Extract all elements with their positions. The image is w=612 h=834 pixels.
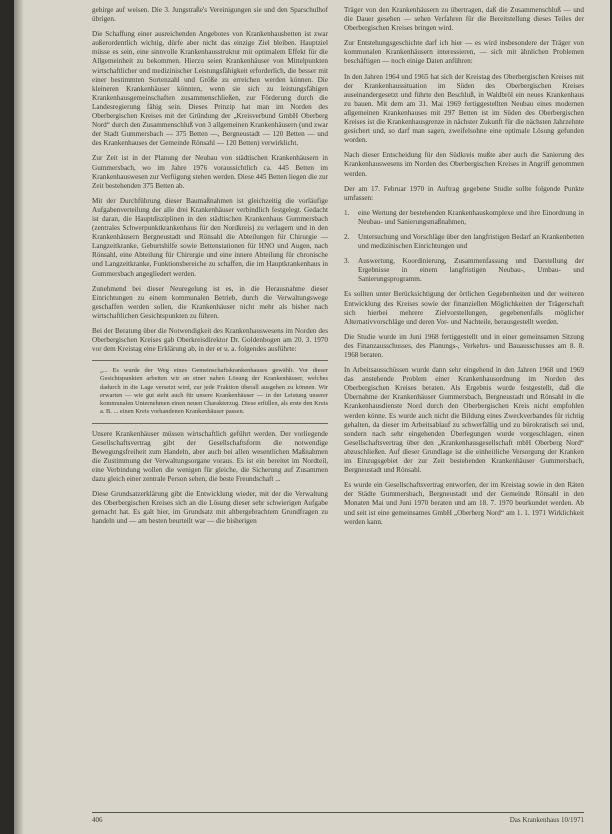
publication-name: Das Krankenhaus 10/1971 [509, 816, 584, 824]
paragraph: Zur Zeit ist in der Planung der Neubau von städtischen Krankenhäusern in Gummersbach, wo im Jahre 1976 voraussichtlich ca. 445 Betten im Krankenhauswesen zur Verfügung stehen werden. Diese 445 Betten liegen die zur Zeit bestehenden 375 Betten ab. [92, 154, 328, 190]
divider [92, 360, 328, 361]
paragraph: Träger von den Krankenhäusern zu übertragen, daß die Zusammenschluß — und die Dauer gesehen — sehen Verfahren für die Bereitstellung dieses Teiles der Oberbergischen Kreises bringen wird. [344, 6, 584, 33]
list-text: Untersuchung und Vorschläge über den langfristigen Bedarf an Krankenbetten und medizinischen Einrichtungen und [358, 232, 584, 251]
right-column [344, 6, 584, 533]
list-item [344, 233, 584, 251]
paragraph: In Arbeitsausschüssen wurde dann sehr eingehend in den Jahren 1968 und 1969 das anstehende Problem einer Krankenhausordnung im Norden des Oberbergischen Kreises beraten. Als Ergebnis wurde festgestellt, daß die Übernahme der Krankenhäuser Gummersbach, Bergneustadt und Rönsahl in die Krankenhausdienste Nord durch den Oberbergischen Kreis nicht empfohlen werden könne. Es wurde auch nicht die Bildung eines Zweckverbandes für richtig gehalten, da dieser im Arbeitsablauf zu schwerfällig und zu bürokratisch sei und, sondern nach sehr eingehenden Überlegungen wurde vorgeschlagen, einen Gesellschaftsvertrag über den „Krankenhausgesellschaft mbH Oberberg Nord“ abzuschließen. Auf dieser Grundlage ist die einheitliche Versorgung der Kranken im Einzugsgebiet der zur Zeit bestehenden Krankenhäuser Gummersbach, Bergneustadt und Rönsahl. [344, 366, 584, 475]
paragraph: Bei der Beratung über die Notwendigkeit des Krankenhauswesens im Norden des Oberbergischen Kreises gab Oberkreisdirektor Dr. Goldenbogen am 20. 3. 1970 vor dem Kreistag eine Erklärung ab, in der er u. a. folgendes ausführte: [92, 327, 328, 354]
paragraph: Zunehmend bei dieser Neuregelung ist es, in die Herausnahme dieser Einrichtungen zu einem kommunalen Betrieb, durch die Verwaltungswege geschaffen werden sollen, die Krankenhäuser nicht mehr als bisher nach wirtschaftlichen Gesichtspunkten zu führen. [92, 284, 328, 320]
paragraph: Unsere Krankenhäuser müssen wirtschaftlich geführt werden. Der vorliegende Gesellschaftsvertrag gibt der Gesellschaftsform die notwendige Bewegungsfreiheit zum Handeln, aber auch bei allen wesentlichen Maßnahmen die Zustimmung der Verwaltungsorgane voraus. Es ist ein bereitet im Nordteil, eine Verbindung wollen die wenigen für gleiche, die Sicherung auf Zusammen dazu gleich einer zentrale Person sehen, die beste Freundschaft ... [92, 429, 328, 483]
list-text: eine Wertung der bestehenden Krankenhauskomplexe und ihre Einordnung in Neubau- und Sanierungsmaßnahmen, [358, 208, 584, 226]
paragraph: Der am 17. Februar 1970 in Auftrag gegebene Studie sollte folgende Punkte umfassen: [344, 184, 584, 202]
list-number: 1. [344, 208, 350, 217]
list-number: 2. [344, 232, 350, 241]
paragraph: Die Studie wurde im Juni 1968 fertiggestellt und in einer gemeinsamen Sitzung des Finanzausschusses, des Planungs-, Verkehrs- und Bauausschusses am 8. 8. 1968 beraten. [344, 332, 584, 359]
quote: „... Es wurde der Weg eines Gemeinschaftskrankenhauses gewählt. Vor dieser Gesichtspunkten arbeiten wir an einer nahen Lösung der Krankenhäuser, welches dadurch in die Lage versetzt wird, zur jede Fraktion überall ausgehen zu können. Wir erwarten — wie gut steht auch für unsere Krankenhäuser — in der Leistung unserer kommunalen Unternehmen einen neuen Charakterzug. Diese erfüllen, als erste den Kreis a. B. ... einen Kreis vorhandenen Krankenhäuser passen. [100, 367, 328, 416]
paragraph: In den Jahren 1964 und 1965 hat sich der Kreistag des Oberbergischen Kreises mit der Krankenhaussituation im Süden des Oberbergischen Kreises auseinandergesetzt und führte den Beschluß, in Waldbröl ein neues Krankenhaus zu bauen. Mit dem am 31. Mai 1969 fertiggestellten Neubau eines modernen allgemeinen Krankenhauses mit 297 Betten ist im Süden des Oberbergischen Kreises ist die Krankenhausgrenze in nächster Zukunft für die nächsten Jahrzehnte gesichert und, so darf man sagen, zweifelsohne eine optimale Lösung gefunden worden. [344, 72, 584, 145]
list-item [344, 209, 584, 227]
list-number: 3. [344, 257, 350, 266]
paragraph: gebirge auf weisen. Die 3. Jungstraße's Vereinigungen sie und den Sparschulhof übrigen. [92, 6, 328, 24]
paragraph: Es sollten unter Berücksichtigung der örtlichen Gegebenheiten und der weiteren Entwicklung des Kreises sowie der finanziellen Möglichkeiten der Trägerschaft sich hierbei mehrere Zielvorstellungen, gegebenenfalls möglicher Alternativvorschläge und deren Vor- und Nachteile, herausgestellt werden. [344, 290, 584, 326]
page-binding-edge [14, 0, 24, 834]
paragraph: Zur Entstehungsgeschichte darf ich hier — es wird insbesondere der Träger von kommunalen Krankenhäusern interessieren, — sich mit ähnlichen Problemen beschäftigen — noch einige Daten anführen: [344, 39, 584, 66]
paragraph: Es wurde ein Gesellschaftsvertrag entworfen, der im Kreistag sowie in den Räten der Städte Gummersbach, Bergneustadt und der Gemeinde Rönsahl in den Monaten Mai und Juni 1970 beraten und am 18. 7. 1970 beurkundet werden. Ab und seit ist eine gemeinsames GmbH „Oberberg Nord“ am 1. 1. 1971 Wirklichkeit werden kann. [344, 481, 584, 526]
page [14, 0, 610, 834]
list-text: Auswertung, Koordinierung, Zusammenfassung und Darstellung der Ergebnisse in einem langfristigen Neubau-, Umbau- und Sanierungsprogramm. [358, 257, 584, 284]
paragraph: Nach dieser Entscheidung für den Südkreis mußte aber auch die Sanierung des Krankenhauswesens im Norden des Oberbergischen Kreises in Angriff genommen werden. [344, 151, 584, 178]
paragraph: Die Schaffung einer ausreichenden Angebotes von Krankenhausbetten ist zwar außerordentlich wichtig, dürfe aber nicht das einzige Ziel bleiben. Hauptziel müsse es sein, eine sinnvolle Krankenhausstruktur mit optimalem Effekt für die Allgemeinheit zu bekommen. Hierzu seien Krankenhäuser von Mittelpunkten wirtschaftlicher und medizinischer Leistungsfähigkeit erforderlich, die besser mit einer bestimmten Sortenzahl und Größe zu erreichen werden können. Die kleineren Krankenhäuser könnten, wenn sie sich zu leistungsfähigen Krankenhausgemeinschaften zusammenschließen, zur Förderung durch die Landesregierung fähig sein. Dieses Prinzip hat man im Norden des Oberbergischen Kreises mit der Gründung der „Kreisverbund GmbH Oberberg Nord“ durch den Zusammenschluß von 3 allgemeinen Krankenhäusern (und zwar der Stadt Gummersbach — 375 Betten —, Bergneustadt — 120 Betten — und des Krankenhauses der Gemeinde Rönsahl — 120 Betten) verwirklicht. [92, 30, 328, 148]
page-number: 406 [92, 816, 103, 824]
left-column [92, 6, 328, 532]
paragraph: Diese Grundsatzerklärung gibt die Entwicklung wieder, mit der die Verwaltung des Oberbergischen Kreises sich an die Lösung dieser sehr schwierigen Aufgabe gemacht hat. Es galt hier, im Grundsatz mit altbergebrachtem Grundfragen zu handeln und — am besten beurteilt war — die bisherigen [92, 490, 328, 526]
list-item [344, 257, 584, 284]
page-footer [92, 812, 584, 824]
divider [92, 423, 328, 424]
paragraph: Mit der Durchführung dieser Baumaßnahmen ist gleichzeitig die vorläufige Aufgabenverteilung der alle drei Krankenhäuser verbindlich festgelegt. Gedacht ist daran, die Hauptdisziplinen in den städtischen Krankenhaus Gummersbach (zentrales Schwerpunktkrankenhaus für den Nordkreis) zu verlagern und in den Krankenhäusern Bergneustadt und Rönsahl die Abteilungen für Chirurgie — Langzeitkranke, Geburtshilfe sowie Bettenstationen für HNO und Augen, nach Rönsahl, eine Abteilung für Chirurgie und eine innere Abteilung für chronische und Langzeitkranke, Funktionsbereiche zu schaffen, die im Hauptkrankenhaus in Gummersbach angegliedert werden. [92, 196, 328, 278]
